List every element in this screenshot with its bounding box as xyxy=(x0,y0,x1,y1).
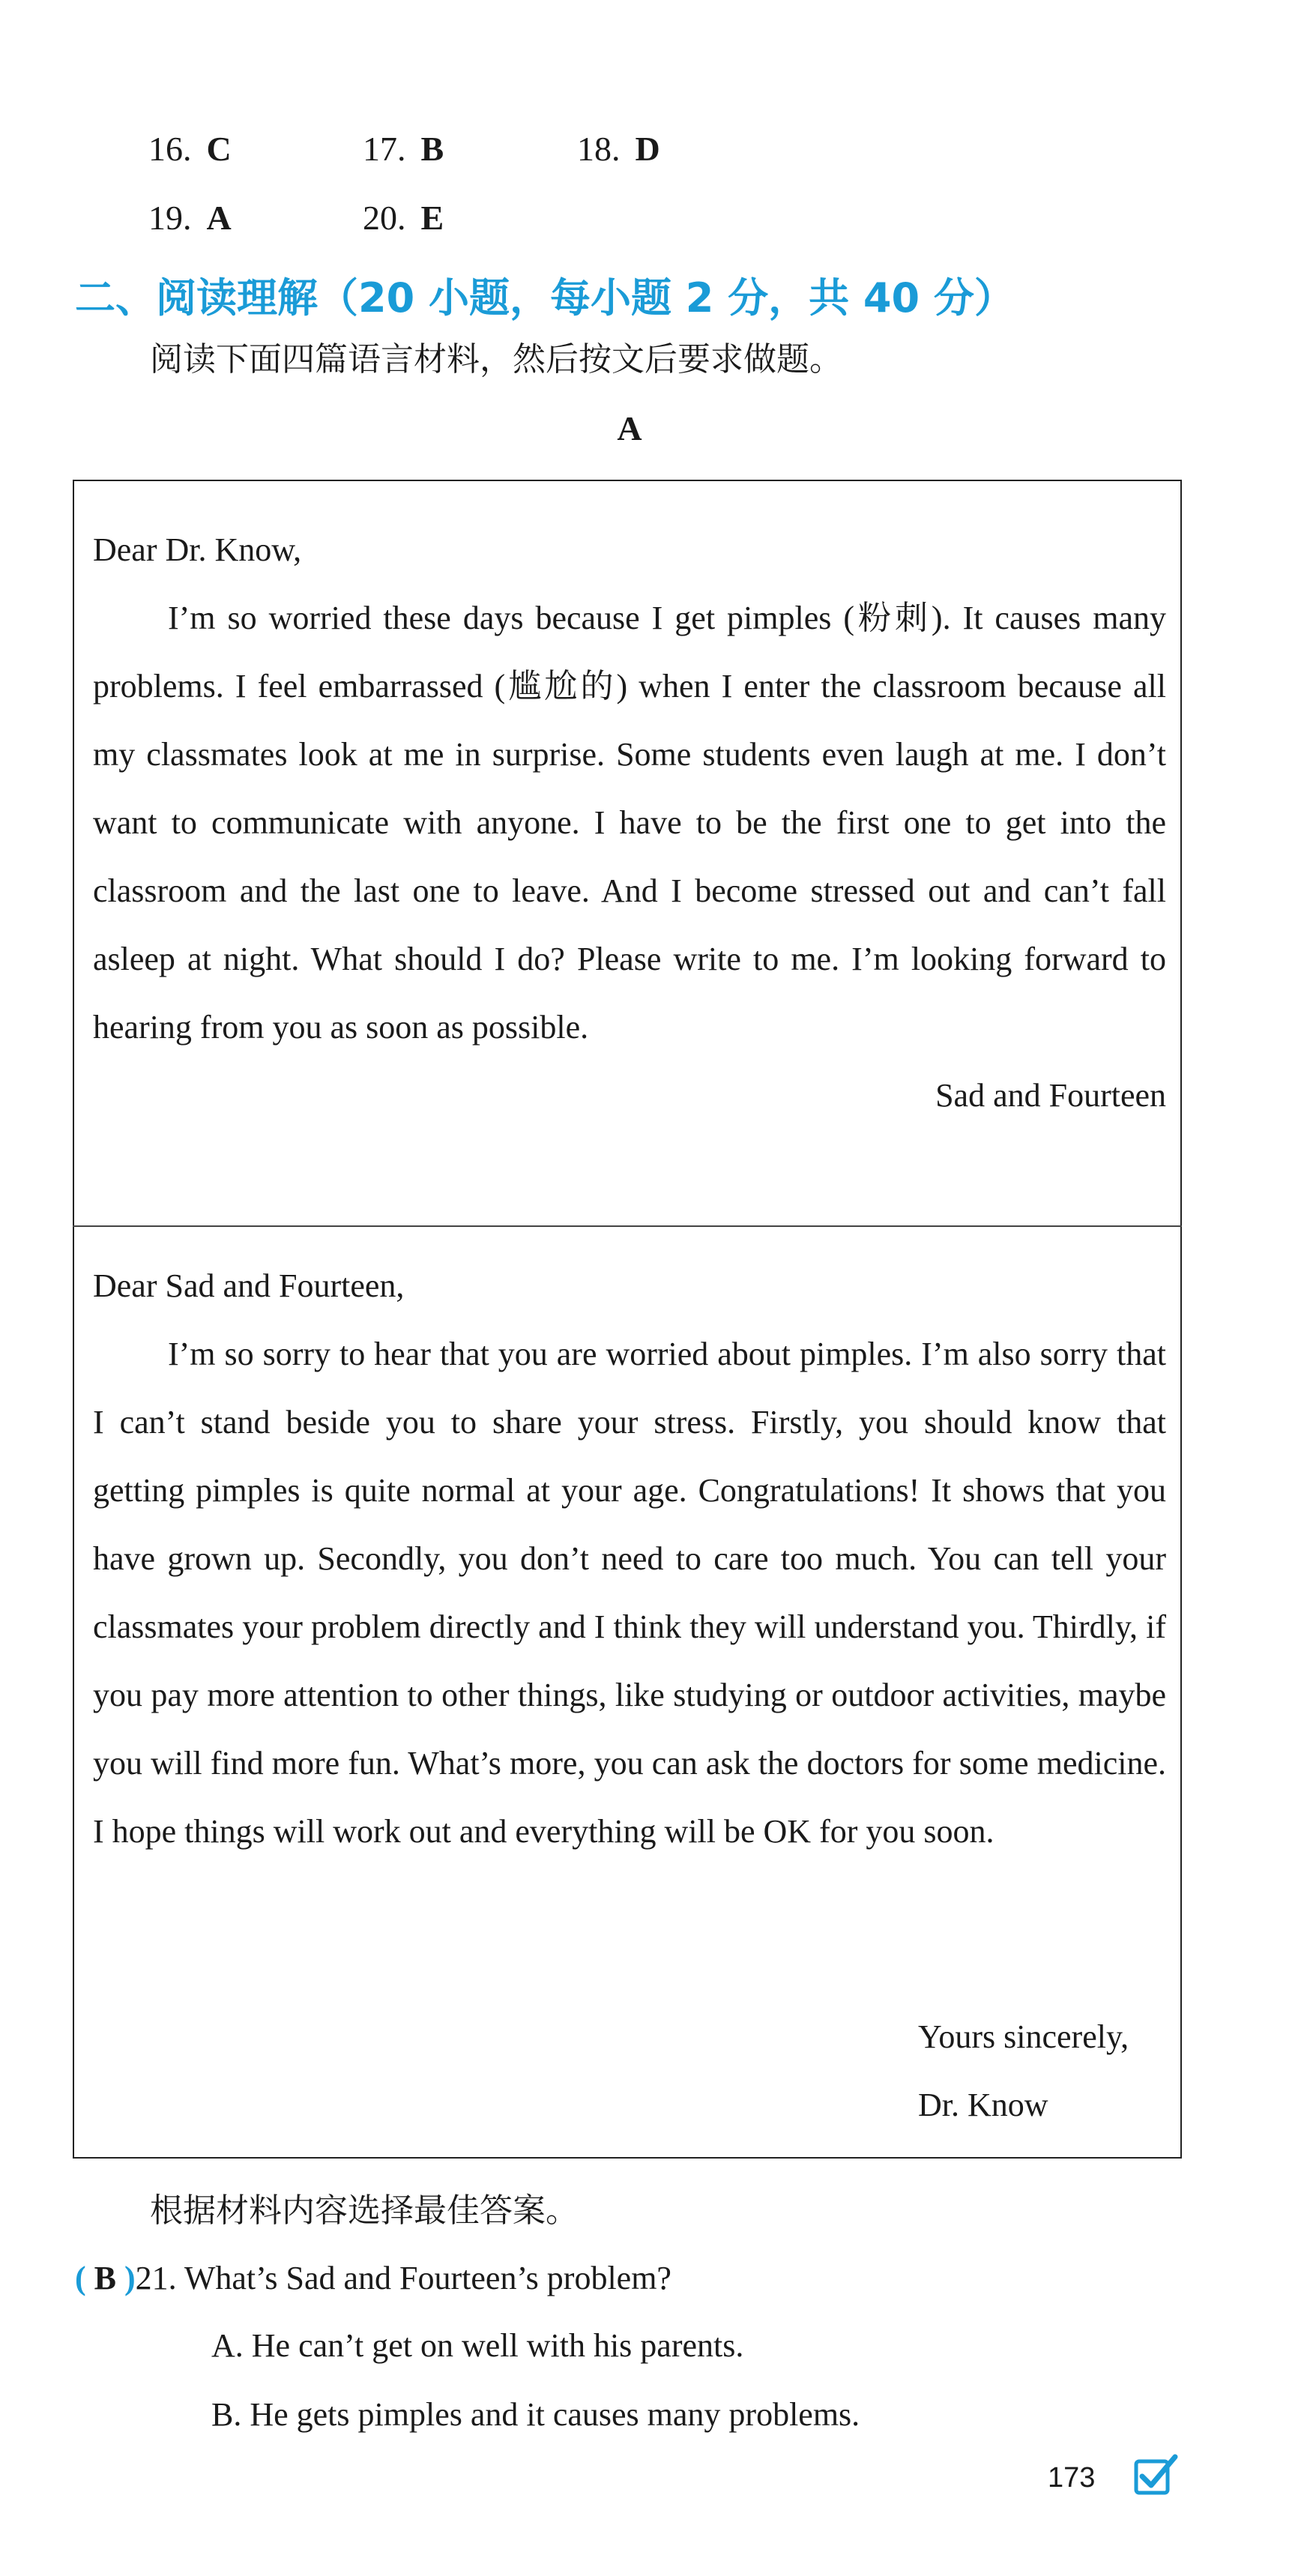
answer-19 xyxy=(148,198,232,238)
letter-one-salutation: Dear Dr. Know, xyxy=(93,531,302,568)
letter-two-closing: Yours sincerely, xyxy=(918,2018,1129,2055)
letter-one-signature: Sad and Fourteen xyxy=(935,1077,1166,1114)
letter-one-body: I’m so worried these days because I get pimples (粉刺). It causes many problems. I feel embarrassed (尴尬的) when I enter the classroom because all my classmates look at me in surprise. Some students even laugh at me. I don’t want to communicate with anyone. I have to be the first one to get into the classroom and the last one to leave. And I become stressed out and can’t fall asleep at night. What should I do? Please write to me. I’m looking forward to hearing from you as soon as possible. xyxy=(93,600,1166,1046)
answer-letter: B xyxy=(420,130,444,168)
task-instruction: 根据材料内容选择最佳答案。 xyxy=(150,2192,579,2230)
section-title: 二、阅读理解（20 小题，每小题 2 分，共 40 分） xyxy=(75,274,1015,322)
answer-number: 17. xyxy=(363,130,406,168)
question-21-stem: 21. What’s Sad and Fourteen’s problem? xyxy=(135,2260,671,2296)
answer-number: 20. xyxy=(363,199,406,237)
answer-number: 19. xyxy=(148,199,192,237)
answer-letter: D xyxy=(635,130,660,168)
letter-two-signature: Dr. Know xyxy=(918,2087,1048,2123)
passage-label: A xyxy=(617,409,642,447)
answer-16 xyxy=(148,129,232,169)
question-21-answer: B xyxy=(94,2260,117,2296)
question-21 xyxy=(75,2256,671,2301)
page-number: 173 xyxy=(1048,2462,1096,2494)
letter-two xyxy=(93,1252,1166,1865)
letter-one xyxy=(93,516,1166,1129)
answer-number: 18. xyxy=(577,130,621,168)
letter-two-body: I’m so sorry to hear that you are worried about pimples. I’m also sorry that I can’t stand beside you to share your stress. Firstly, you should know that getting pimples is quite normal at your age. Congratulations! It shows that you have grown up. Secondly, you don’t need to care too much. You can tell your classmates your problem directly and I think they will understand you. Thirdly, if you pay more attention to other things, like studying or outdoor activities, maybe you will find more fun. What’s more, you can ask the doctors for some medicine. I hope things will work out and everything will be OK for you soon. xyxy=(93,1336,1166,1850)
answer-18 xyxy=(577,129,660,169)
answer-17 xyxy=(363,129,444,169)
answer-number: 16. xyxy=(148,130,192,168)
answer-letter: E xyxy=(420,199,444,237)
answer-letter: A xyxy=(206,199,232,237)
letter-two-salutation: Dear Sad and Fourteen, xyxy=(93,1267,405,1304)
answer-letter: C xyxy=(206,130,232,168)
answer-blank: ( B ) xyxy=(75,2260,136,2296)
answer-20 xyxy=(363,198,444,238)
section-instruction: 阅读下面四篇语言材料，然后按文后要求做题。 xyxy=(150,340,842,378)
check-box-icon xyxy=(1132,2451,1180,2503)
letter-two-signoff xyxy=(918,2003,1129,2139)
letter-divider xyxy=(73,1225,1182,1227)
option-b: B. He gets pimples and it causes many problems. xyxy=(211,2396,860,2433)
option-a: A. He can’t get on well with his parents. xyxy=(211,2327,744,2364)
